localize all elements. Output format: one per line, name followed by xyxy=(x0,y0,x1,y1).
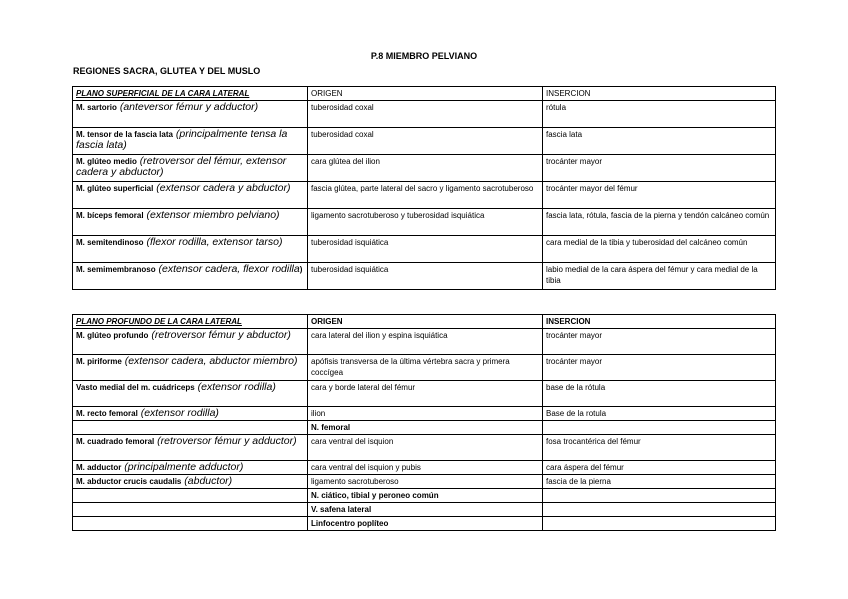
table-row xyxy=(73,489,776,503)
insertion-cell: base de la rótula xyxy=(543,381,776,407)
muscle-cell xyxy=(73,329,308,355)
origin-cell: tuberosidad coxal xyxy=(308,128,543,155)
table-row xyxy=(73,236,776,263)
table-row xyxy=(73,475,776,489)
muscle-function: (extensor cadera, abductor miembro) xyxy=(121,355,298,367)
insertion-cell: trocánter mayor xyxy=(543,355,776,381)
document-title: P.8 MIEMBRO PELVIANO xyxy=(370,51,478,61)
table-row xyxy=(73,182,776,209)
muscle-name: Vasto medial del m. cuádriceps xyxy=(76,383,195,392)
muscle-function: (retroversor fémur y adductor) xyxy=(154,435,297,447)
muscle-name: M. tensor de la fascia lata xyxy=(76,130,173,139)
table-row xyxy=(73,209,776,236)
header-insertion: INSERCION xyxy=(543,87,776,101)
lymph-cell: Linfocentro poplíteo xyxy=(308,517,543,531)
superficial-plane-table xyxy=(72,86,776,290)
origin-cell: cara y borde lateral del fémur xyxy=(308,381,543,407)
header-plane: PLANO PROFUNDO DE LA CARA LATERAL xyxy=(73,315,308,329)
muscle-name: M. cuadrado femoral xyxy=(76,437,155,446)
muscle-cell xyxy=(73,182,308,209)
insertion-cell: fascia lata xyxy=(543,128,776,155)
nerve-cell: N. ciático, tibial y peroneo común xyxy=(308,489,543,503)
origin-cell: cara ventral del isquion y pubis xyxy=(308,461,543,475)
deep-plane-table xyxy=(72,314,776,531)
table-header-row xyxy=(73,87,776,101)
muscle-name: M. recto femoral xyxy=(76,409,138,418)
origin-cell: fascia glútea, parte lateral del sacro y ligamento sacrotuberoso xyxy=(308,182,543,209)
table-row xyxy=(73,381,776,407)
table-row xyxy=(73,263,776,290)
muscle-cell xyxy=(73,236,308,263)
muscle-cell xyxy=(73,517,308,531)
insertion-cell: trocánter mayor xyxy=(543,155,776,182)
table-row xyxy=(73,517,776,531)
muscle-cell xyxy=(73,355,308,381)
insertion-cell: fascia lata, rótula, fascia de la pierna y tendón calcáneo común xyxy=(543,209,776,236)
insertion-cell: trocánter mayor del fémur xyxy=(543,182,776,209)
muscle-name: M. abductor crucis caudalis xyxy=(76,477,182,486)
table-row xyxy=(73,128,776,155)
insertion-cell: cara áspera del fémur xyxy=(543,461,776,475)
muscle-name: M. semitendinoso xyxy=(76,238,144,247)
muscle-cell xyxy=(73,407,308,421)
table-header-row xyxy=(73,315,776,329)
muscle-function: (principalmente tensa la fascia lata) xyxy=(76,128,288,151)
closing-paren: ) xyxy=(299,265,303,274)
insertion-cell: labio medial de la cara áspera del fémur y cara medial de la tibia xyxy=(543,263,776,290)
nerve-cell: N. femoral xyxy=(308,421,543,435)
muscle-function: (flexor rodilla, extensor tarso) xyxy=(143,236,283,248)
muscle-cell xyxy=(73,101,308,128)
table-row xyxy=(73,461,776,475)
muscle-name: M. piriforme xyxy=(76,357,122,366)
muscle-function: (retroversor del fémur, extensor cadera y abductor) xyxy=(76,155,287,178)
muscle-cell xyxy=(73,263,308,290)
muscle-name: M. glúteo profundo xyxy=(76,331,149,340)
table-row xyxy=(73,355,776,381)
muscle-name: M. glúteo superficial xyxy=(76,184,154,193)
insertion-cell xyxy=(543,421,776,435)
muscle-cell xyxy=(73,435,308,461)
table-row xyxy=(73,329,776,355)
header-origin: ORIGEN xyxy=(308,87,543,101)
muscle-function: (anteversor fémur y adductor) xyxy=(116,101,259,113)
table-row xyxy=(73,421,776,435)
table-row xyxy=(73,407,776,421)
origin-cell: ligamento sacrotuberoso xyxy=(308,475,543,489)
insertion-cell: cara medial de la tibia y tuberosidad del calcáneo común xyxy=(543,236,776,263)
muscle-cell xyxy=(73,155,308,182)
muscle-cell xyxy=(73,128,308,155)
muscle-name: M. glúteo medio xyxy=(76,157,137,166)
muscle-cell xyxy=(73,461,308,475)
document-subtitle: REGIONES SACRA, GLUTEA Y DEL MUSLO xyxy=(73,66,261,76)
insertion-cell xyxy=(543,503,776,517)
origin-cell: tuberosidad coxal xyxy=(308,101,543,128)
insertion-cell: Base de la rotula xyxy=(543,407,776,421)
muscle-name: M. bíceps femoral xyxy=(76,211,144,220)
muscle-function: (retroversor fémur y abductor) xyxy=(148,329,291,341)
muscle-function: (extensor rodilla) xyxy=(194,381,276,393)
origin-cell: apófisis transversa de la última vértebra sacra y primera coccígea xyxy=(308,355,543,381)
origin-cell: ilion xyxy=(308,407,543,421)
muscle-function: (extensor rodilla) xyxy=(137,407,219,419)
muscle-function: (extensor miembro pelviano) xyxy=(143,209,280,221)
table-row xyxy=(73,435,776,461)
origin-cell: tuberosidad isquiática xyxy=(308,263,543,290)
table-row xyxy=(73,503,776,517)
muscle-cell xyxy=(73,381,308,407)
muscle-cell xyxy=(73,489,308,503)
muscle-cell xyxy=(73,209,308,236)
muscle-function: (abductor) xyxy=(181,475,233,487)
muscle-cell xyxy=(73,503,308,517)
vein-cell: V. safena lateral xyxy=(308,503,543,517)
insertion-cell: trocánter mayor xyxy=(543,329,776,355)
origin-cell: cara ventral del isquion xyxy=(308,435,543,461)
muscle-function: (extensor cadera, flexor rodilla xyxy=(155,263,300,275)
origin-cell: cara lateral del ilion y espina isquiática xyxy=(308,329,543,355)
insertion-cell: fascia de la pierna xyxy=(543,475,776,489)
insertion-cell: fosa trocantérica del fémur xyxy=(543,435,776,461)
muscle-cell xyxy=(73,421,308,435)
muscle-name: M. semimembranoso xyxy=(76,265,156,274)
origin-cell: tuberosidad isquiática xyxy=(308,236,543,263)
origin-cell: ligamento sacrotuberoso y tuberosidad isquiática xyxy=(308,209,543,236)
table-row xyxy=(73,101,776,128)
header-origin: ORIGEN xyxy=(308,315,543,329)
muscle-cell xyxy=(73,475,308,489)
insertion-cell xyxy=(543,517,776,531)
table-row xyxy=(73,155,776,182)
muscle-name: M. adductor xyxy=(76,463,122,472)
origin-cell: cara glútea del ilion xyxy=(308,155,543,182)
muscle-name: M. sartorio xyxy=(76,103,117,112)
header-plane: PLANO SUPERFICIAL DE LA CARA LATERAL xyxy=(73,87,308,101)
insertion-cell: rótula xyxy=(543,101,776,128)
insertion-cell xyxy=(543,489,776,503)
header-insertion: INSERCION xyxy=(543,315,776,329)
muscle-function: (extensor cadera y abductor) xyxy=(153,182,291,194)
muscle-function: (principalmente adductor) xyxy=(121,461,244,473)
